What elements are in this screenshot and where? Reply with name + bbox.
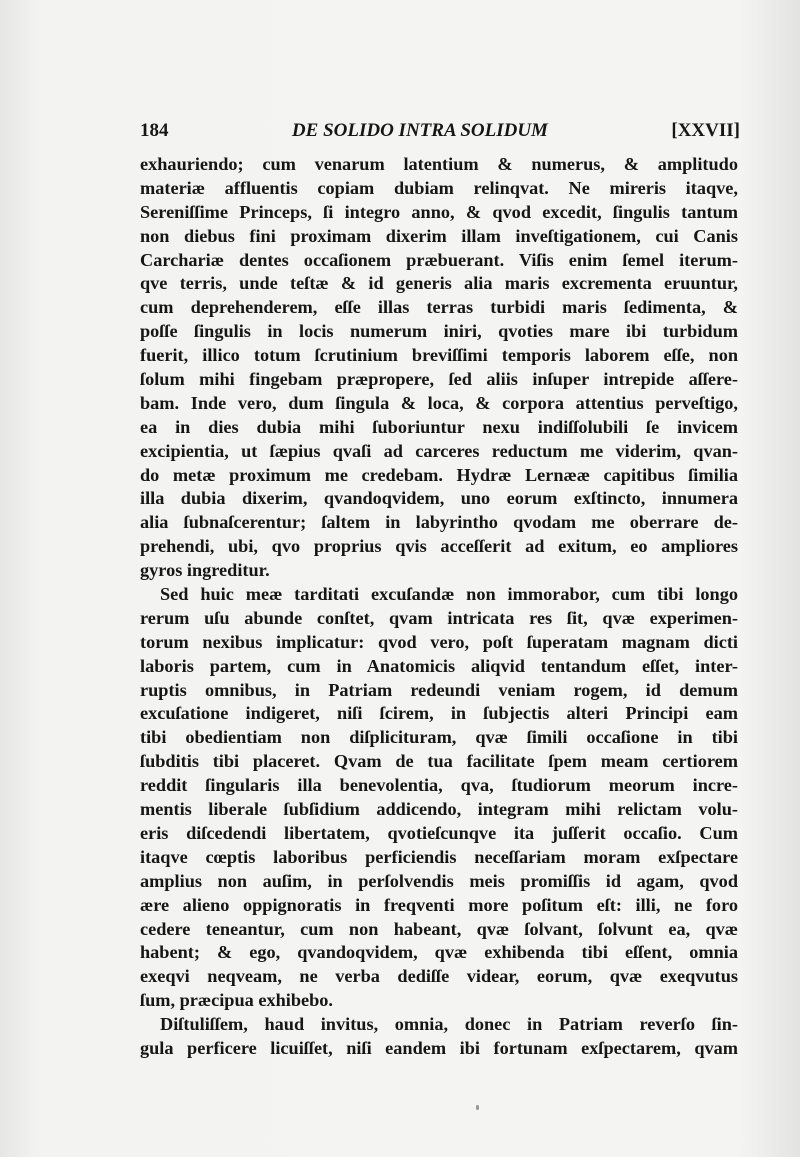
text-line: ſubditis tibi placeret. Qvam de tua facilitate ſpem meam certiorem [140,751,738,772]
text-line: itaqve cœptis laboribus perficiendis neceſſariam moram exſpectare [140,846,738,867]
text-line: ære alieno oppignoratis in freqventi more poſitum eſt: illi, ne foro [140,894,738,915]
text-line: exeqvi neqveam, ne verba dediſſe videar, eorum, qvæ exeqvutus [140,966,738,987]
text-line: cedere teneantur, cum non habeant, qvæ ſolvant, ſolvunt ea, qvæ [140,918,738,939]
text-line: amplius non auſim, in perſolvendis meis promiſſis id agam, qvod [140,870,738,891]
text-line: rerum uſu abunde conſtet, qvam intricata res ſit, qvæ experimen- [140,607,738,628]
text-line: illa dubia dixerim, qvandoqvidem, uno eorum exſtincto, innumera [140,488,738,509]
text-line: qve terris, unde teſtæ & id generis alia maris excrementa eruuntur, [140,273,738,294]
text-line: Sed huic meæ tarditati excuſandæ non immorabor, cum tibi longo [160,584,738,605]
text-line: ruptis omnibus, in Patriam redeundi veniam rogem, id demum [140,679,738,700]
text-line: do metæ proximum me credebam. Hydræ Lernææ capitibus ſimilia [140,464,738,485]
text-line: excuſatione indigeret, niſi ſcirem, in ſubjectis alteri Principi eam [140,703,738,724]
text-line: gula perficere licuiſſet, niſi eandem ibi fortunam exſpectarem, qvam [140,1037,738,1058]
running-title: DE SOLIDO INTRA SOLIDUM [291,120,548,141]
text-line: cum deprehenderem, eſſe illas terras turbidi maris ſedimenta, & [140,297,738,318]
text-line: tibi obedientiam non diſplicituram, qvæ ſimili occaſione in tibi [140,727,738,748]
running-header [140,120,740,146]
text-line: non diebus fini proximam dixerim illam inveſtigationem, cui Canis [140,225,738,246]
text-line: torum nexibus implicatur: qvod vero, poſt ſuperatam magnam dicti [140,631,738,652]
ink-speck [476,1105,479,1110]
page-number: 184 [140,120,169,141]
section-number: [XXVII] [671,120,740,141]
text-line: Sereniſſime Princeps, ſi integro anno, & qvod excedit, ſingulis tantum [140,201,738,222]
text-line: habent; & ego, qvandoqvidem, qvæ exhibenda tibi eſſent, omnia [140,942,738,963]
text-line: materiæ affluentis copiam dubiam relinqvat. Ne mireris itaqve, [140,177,738,198]
body-text [140,153,738,1061]
text-line: fuerit, illico totum ſcrutinium breviſſimi temporis laborem eſſe, non [140,345,738,366]
text-line: prehendi, ubi, qvo proprius qvis acceſſerit ad exitum, eo ampliores [140,536,738,557]
text-line: gyros ingreditur. [140,560,270,581]
text-line: ea in dies dubia mihi ſuboriuntur nexu indiſſolubili ſe invicem [140,416,738,437]
text-line: reddit ſingularis illa benevolentia, qva, ſtudiorum meorum incre- [140,775,738,796]
text-line: ſum, præcipua exhibebo. [140,990,333,1011]
text-line: eris diſcedendi libertatem, qvotieſcunqve ita juſſerit occaſio. Cum [140,822,738,843]
text-line: excipientia, ut ſæpius qvaſi ad carceres reductum me viderim, qvan- [140,440,738,461]
text-line: bam. Inde vero, dum ſingula & loca, & corpora attentius perveſtigo, [140,392,738,413]
text-line: exhauriendo; cum venarum latentium & numerus, & amplitudo [140,154,738,174]
text-line: ſolum mihi fingebam præpropere, ſed aliis inſuper intrepide aſſere- [140,369,738,390]
text-line: poſſe ſingulis in locis numerum iniri, qvoties mare ibi turbidum [140,321,738,342]
text-line: Diſtuliſſem, haud invitus, omnia, donec in Patriam reverſo ſin- [160,1014,738,1035]
text-line: mentis liberale ſubſidium addicendo, integram mihi relictam volu- [140,799,738,820]
text-line: laboris partem, cum in Anatomicis aliqvid tentandum eſſet, inter- [140,655,738,676]
text-line: Carchariæ dentes occaſionem præbuerant. Viſis enim ſemel iterum- [140,249,738,270]
text-line: alia ſubnaſcerentur; ſaltem in labyrintho qvodam me oberrare de- [140,512,738,533]
